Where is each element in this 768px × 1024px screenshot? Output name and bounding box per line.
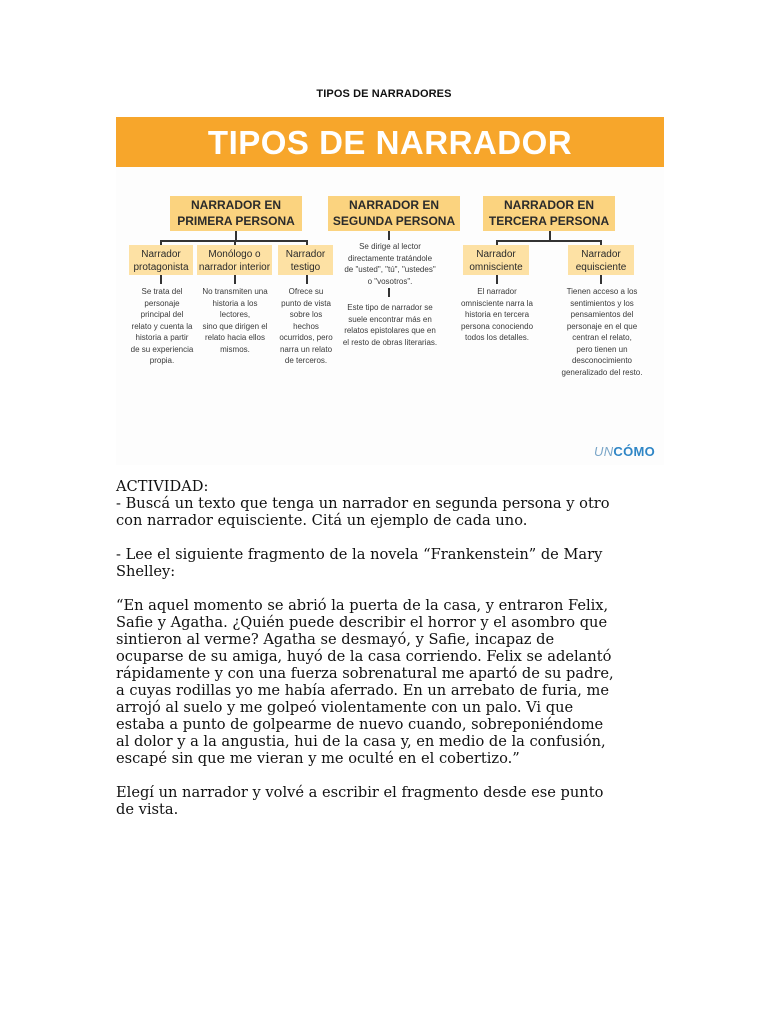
subtype-description: No transmiten una historia a los lectores, sino que dirigen el relato hacia ellos mismos. — [202, 287, 268, 354]
subtype-label: narrador interior — [198, 262, 271, 273]
quote-line: ocuparse de su amiga, huyó de la casa corriendo. Felix se adelantó — [116, 648, 612, 665]
quote-line: rápidamente y con una fuerza sobrenatural me apartó de su padre, — [116, 665, 614, 682]
subtype-description: Ofrece su punto de vista sobre los hechos ocurridos, pero narra un relato de terceros. — [279, 287, 333, 365]
connector-line — [160, 275, 162, 284]
subtype-label: Narrador — [141, 249, 181, 260]
task-line: Shelley: — [116, 563, 176, 580]
subtype-label: Narrador — [476, 249, 516, 260]
subtype-description: Se trata del personaje principal del relato y cuenta la historia a partir de su experiencia propia. — [130, 287, 194, 365]
subtype-label: equisciente — [575, 262, 627, 273]
connector-line — [496, 240, 601, 242]
subtype-description: Tienen acceso a los sentimientos y los pensamientos del personaje en el que centran el relato, pero tienen un desconocimiento generalizado del resto. — [561, 287, 643, 377]
connector-line — [388, 231, 390, 240]
category-label: SEGUNDA PERSONA — [332, 214, 456, 228]
category-first-person — [170, 196, 302, 231]
instruction-line: de vista. — [116, 801, 179, 818]
quote-line: estaba a punto de golpearme de nuevo cuando, sobreponiéndome — [116, 716, 604, 733]
subtype-protagonist — [129, 245, 193, 275]
category-description: Se dirige al lector directamente tratándole de "usted", "tú", "ustedes" o "vosotros". — [344, 242, 436, 286]
category-label: PRIMERA PERSONA — [177, 214, 295, 228]
subtype-equiscient — [568, 245, 634, 275]
subtype-description: El narrador omnisciente narra la historia en tercera persona conociendo todos los detalles. — [460, 287, 534, 342]
connector-line — [600, 275, 602, 284]
quote-line: “En aquel momento se abrió la puerta de la casa, y entraron Felix, — [116, 597, 609, 614]
connector-line — [235, 231, 237, 240]
quote-line: sintieron al verme? Agatha se desmayó, y Safie, incapaz de — [116, 631, 555, 648]
activity-section — [116, 478, 656, 818]
quote-line: al dolor y a la angustia, hui de la casa y, en medio de la confusión, — [116, 733, 606, 750]
connector-line — [496, 275, 498, 284]
subtype-interior-monologue — [197, 245, 272, 275]
subtype-label: omnisciente — [469, 262, 523, 273]
connector-line — [549, 231, 551, 240]
quote-line: escapé sin que me vieran y me oculté en el cobertizo.” — [116, 750, 520, 767]
instruction-line: Elegí un narrador y volvé a escribir el fragmento desde ese punto — [116, 784, 604, 801]
category-description: Este tipo de narrador se suele encontrar más en relatos epistolares que en el resto de obras literarias. — [342, 303, 438, 347]
subtype-label: Narrador — [581, 249, 621, 260]
task-line: - Buscá un texto que tenga un narrador en segunda persona y otro — [116, 495, 610, 512]
quote-line: a cuyas rodillas yo me había aferrado. En un arrebato de furia, me — [116, 682, 609, 699]
subtype-label: Monólogo o — [208, 249, 261, 260]
narrator-types-infographic — [116, 117, 664, 465]
connector-line — [388, 288, 390, 297]
category-label: NARRADOR EN — [349, 198, 439, 212]
category-label: NARRADOR EN — [504, 198, 594, 212]
subtype-witness — [278, 245, 333, 275]
subtype-label: protagonista — [133, 262, 189, 273]
quote-line: Safie y Agatha. ¿Quién puede describir el horror y el asombro que — [116, 614, 608, 631]
quote-line: arrojó al suelo y me golpeó violentamente con un palo. Vi que — [116, 699, 574, 716]
activity-heading: ACTIVIDAD: — [116, 478, 209, 495]
subtype-label: testigo — [290, 262, 321, 273]
task-line: - Lee el siguiente fragmento de la novela “Frankenstein” de Mary — [116, 546, 603, 563]
subtype-omniscient — [463, 245, 529, 275]
connector-line — [306, 275, 308, 284]
category-label: NARRADOR EN — [191, 198, 281, 212]
category-label: TERCERA PERSONA — [488, 214, 610, 228]
category-second-person — [328, 196, 460, 231]
task-line: con narrador equisciente. Citá un ejemplo de cada uno. — [116, 512, 528, 529]
subtype-label: Narrador — [285, 249, 326, 260]
connector-line — [234, 275, 236, 284]
logo-text: UN — [594, 444, 614, 459]
banner-title: TIPOS DE NARRADOR — [207, 124, 573, 161]
category-third-person — [483, 196, 615, 231]
document-title: TIPOS DE NARRADORES — [316, 88, 452, 100]
uncomo-logo — [594, 444, 655, 459]
logo-text: CÓMO — [613, 444, 656, 459]
infographic-banner — [116, 117, 664, 167]
